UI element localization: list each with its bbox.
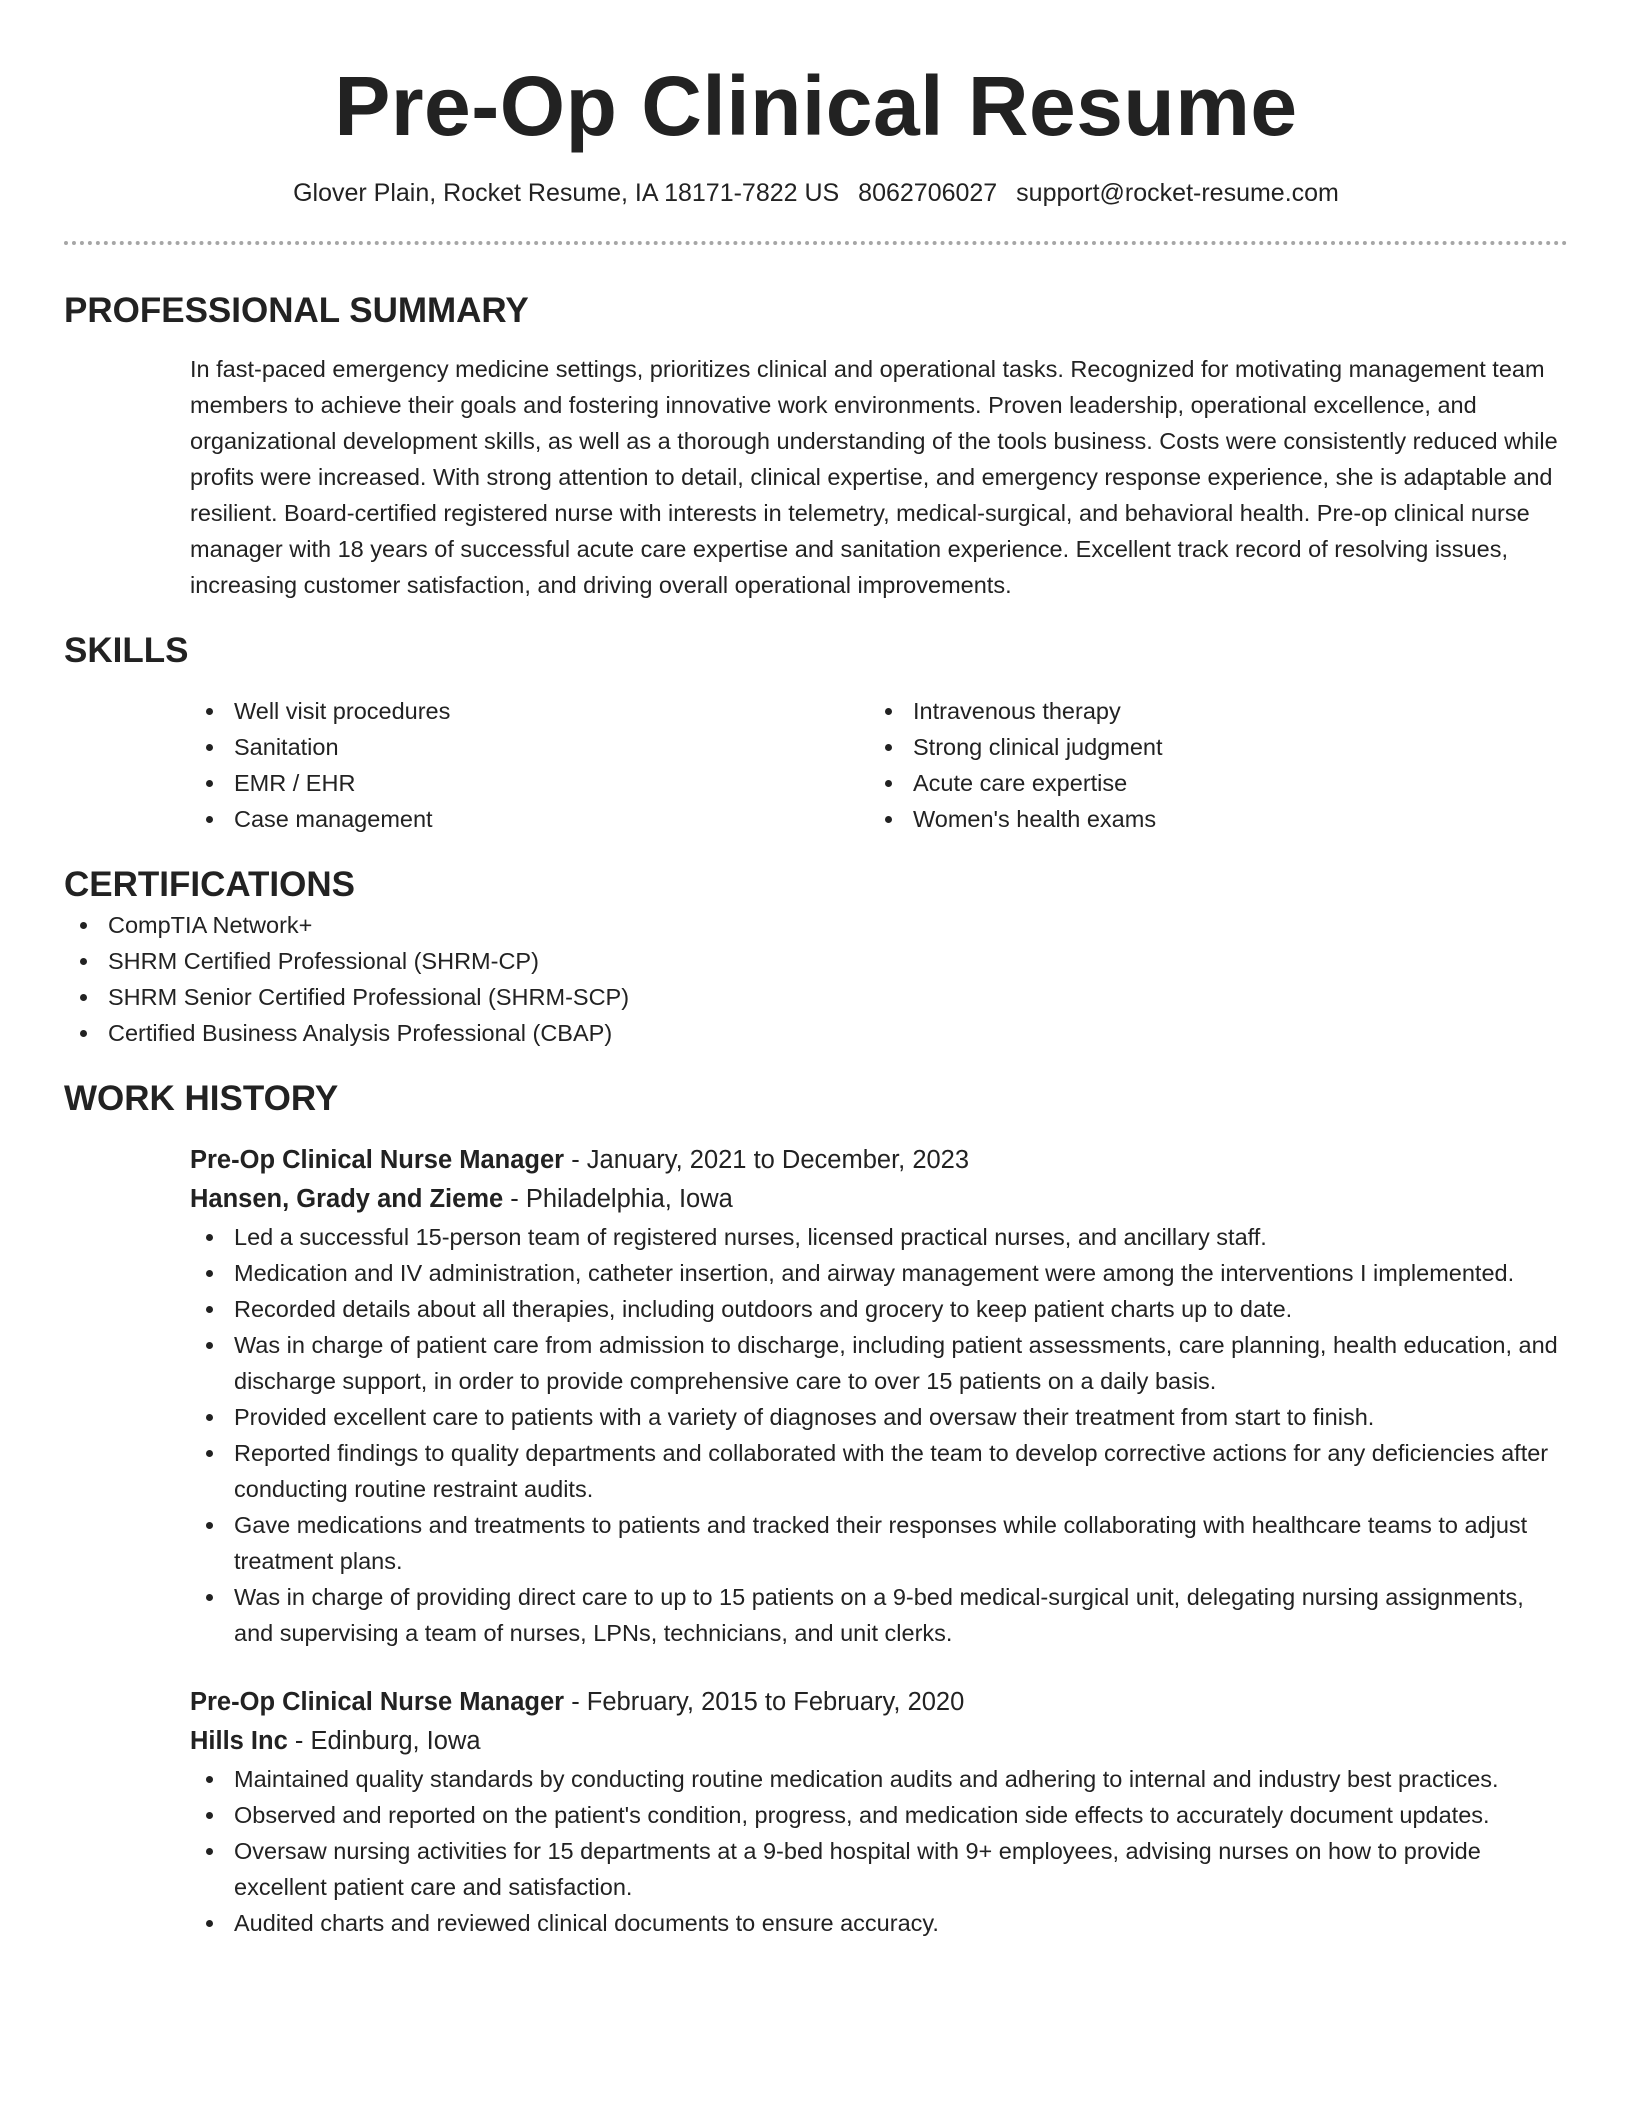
certification-item: SHRM Certified Professional (SHRM-CP) (64, 943, 1568, 979)
skill-item: Acute care expertise (869, 765, 1548, 801)
contact-phone: 8062706027 (858, 179, 998, 207)
job-title: Pre-Op Clinical Nurse Manager (190, 1688, 565, 1716)
contact-address: Glover Plain, Rocket Resume, IA 18171-7822 US (293, 179, 840, 207)
skills-heading: SKILLS (64, 631, 189, 670)
resume-page (64, 0, 1568, 1941)
job-dates: - January, 2021 to December, 2023 (564, 1146, 970, 1174)
skill-item: Intravenous therapy (869, 693, 1548, 729)
job-dates: - February, 2015 to February, 2020 (564, 1688, 965, 1716)
skill-item: Women's health exams (869, 801, 1548, 837)
job-duty-item: Was in charge of patient care from admission to discharge, including patient assessments, care planning, health education, and discharge support, in order to provide comprehensive care to over 15 patients on a daily basis. (190, 1327, 1568, 1399)
skill-item: Case management (190, 801, 869, 837)
job-company-line (190, 1722, 1568, 1761)
job-duty-item: Medication and IV administration, catheter insertion, and airway management were among the interventions I implemented. (190, 1255, 1568, 1291)
summary-text: In fast-paced emergency medicine settings, prioritizes clinical and operational tasks. Recognized for motivating management team members to achieve their goals and fostering innovative work environments. Proven leadership, operational excellence, and organizational development skills, as well as a thorough understanding of the tools business. Costs were consistently reduced while profits were increased. With strong attention to detail, clinical expertise, and emergency response experience, she is adaptable and resilient. Board-certified registered nurse with interests in telemetry, medical-surgical, and behavioral health. Pre-op clinical nurse manager with 18 years of successful acute care expertise and sanitation experience. Excellent track record of resolving issues, increasing customer satisfaction, and driving overall operational improvements. (190, 356, 1558, 598)
skill-item: Strong clinical judgment (869, 729, 1548, 765)
job-title: Pre-Op Clinical Nurse Manager (190, 1146, 565, 1174)
job-duty-item: Observed and reported on the patient's condition, progress, and medication side effects to accurately document updates. (190, 1797, 1568, 1833)
header-divider (64, 241, 1568, 245)
job-entry (190, 1141, 1568, 1651)
skills-column-left (190, 693, 869, 837)
certifications-list (64, 907, 1568, 1051)
resume-header (64, 58, 1568, 245)
certifications-section (64, 863, 1568, 1051)
skill-item: Well visit procedures (190, 693, 869, 729)
job-duty-item: Audited charts and reviewed clinical documents to ensure accuracy. (190, 1905, 1568, 1941)
skills-list-left (190, 693, 869, 837)
job-entry (190, 1683, 1568, 1941)
job-company: Hansen, Grady and Zieme (190, 1185, 504, 1213)
skills-column-right (869, 693, 1548, 837)
job-duty-item: Provided excellent care to patients with a variety of diagnoses and oversaw their treatment from start to finish. (190, 1399, 1568, 1435)
resume-title: Pre-Op Clinical Resume (334, 59, 1298, 153)
job-duty-item: Maintained quality standards by conducting routine medication audits and adhering to internal and industry best practices. (190, 1761, 1568, 1797)
summary-section (64, 289, 1568, 603)
work-history-section (64, 1077, 1568, 1941)
job-duty-item: Led a successful 15-person team of registered nurses, licensed practical nurses, and ancillary staff. (190, 1219, 1568, 1255)
job-duty-item: Recorded details about all therapies, including outdoors and grocery to keep patient charts up to date. (190, 1291, 1568, 1327)
job-duty-item: Oversaw nursing activities for 15 departments at a 9-bed hospital with 9+ employees, advising nurses on how to provide excellent patient care and satisfaction. (190, 1833, 1568, 1905)
certification-item: Certified Business Analysis Professional (CBAP) (64, 1015, 1568, 1051)
skills-grid (190, 693, 1568, 837)
summary-heading: PROFESSIONAL SUMMARY (64, 291, 529, 330)
certification-item: CompTIA Network+ (64, 907, 1568, 943)
job-location: - Philadelphia, Iowa (503, 1185, 733, 1213)
job-duties-list (190, 1761, 1568, 1941)
job-duties-list (190, 1219, 1568, 1651)
skills-section (64, 629, 1568, 837)
job-duty-item: Was in charge of providing direct care to up to 15 patients on a 9-bed medical-surgical unit, delegating nursing assignments, and supervising a team of nurses, LPNs, technicians, and unit clerks. (190, 1579, 1568, 1651)
skill-item: Sanitation (190, 729, 869, 765)
certifications-heading: CERTIFICATIONS (64, 865, 356, 904)
job-company: Hills Inc (190, 1727, 288, 1755)
job-title-line (190, 1141, 1568, 1180)
job-company-line (190, 1180, 1568, 1219)
job-location: - Edinburg, Iowa (287, 1727, 481, 1755)
work-history-heading: WORK HISTORY (64, 1079, 339, 1118)
contact-line (64, 177, 1568, 209)
contact-email: support@rocket-resume.com (1016, 179, 1339, 207)
job-duty-item: Gave medications and treatments to patients and tracked their responses while collaborating with healthcare teams to adjust treatment plans. (190, 1507, 1568, 1579)
certification-item: SHRM Senior Certified Professional (SHRM-SCP) (64, 979, 1568, 1015)
job-duty-item: Reported findings to quality departments and collaborated with the team to develop corrective actions for any deficiencies after conducting routine restraint audits. (190, 1435, 1568, 1507)
skills-list-right (869, 693, 1548, 837)
skill-item: EMR / EHR (190, 765, 869, 801)
job-title-line (190, 1683, 1568, 1722)
